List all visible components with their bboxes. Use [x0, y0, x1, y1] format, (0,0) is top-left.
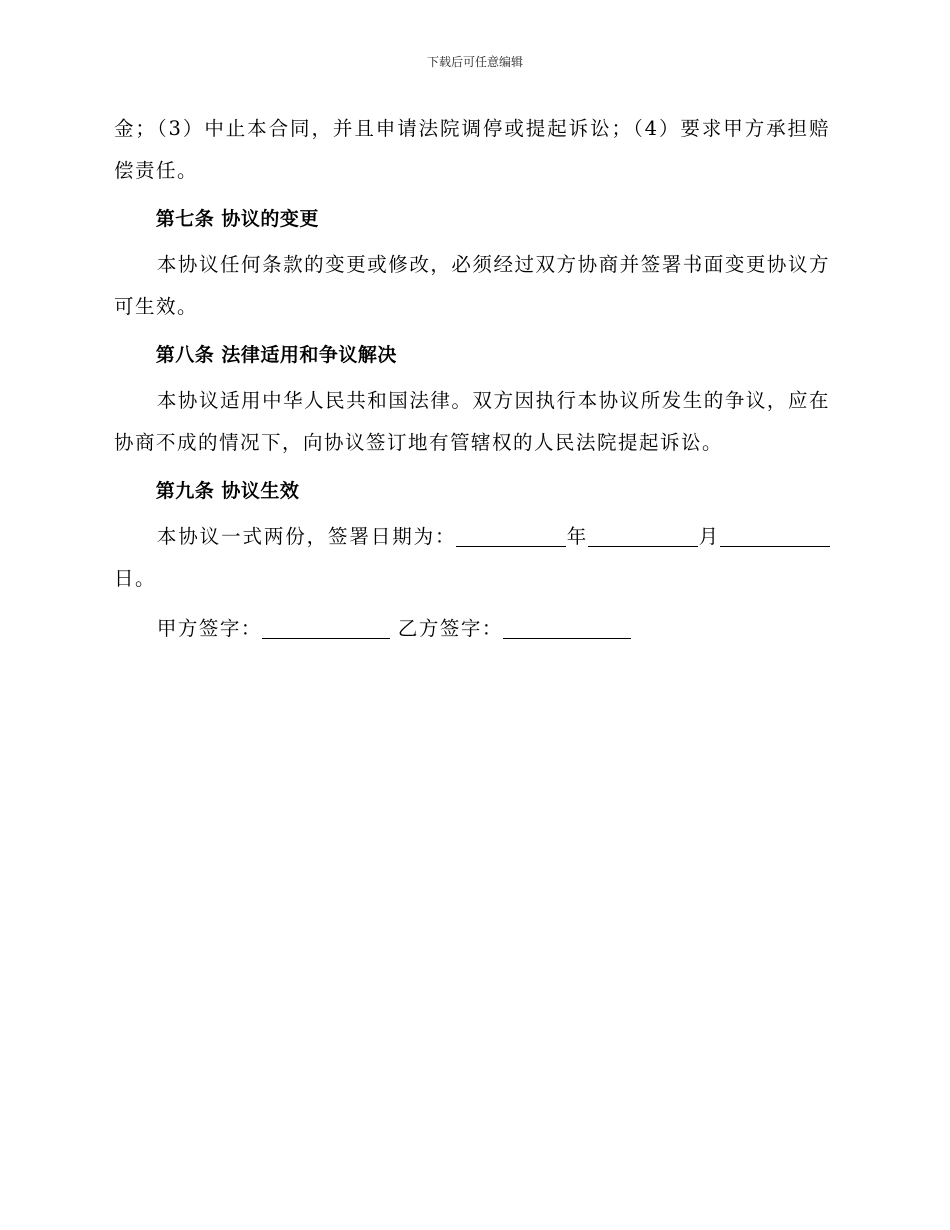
party-b-label: 乙方签字：: [397, 617, 503, 640]
month-label: 月: [698, 525, 720, 548]
article-8-heading: 第八条 法律适用和争议解决: [155, 344, 397, 366]
continued-paragraph: 金；（3）中止本合同，并且申请法院调停或提起诉讼；（4）要求甲方承担赔偿责任。: [114, 117, 830, 182]
article-9-text: [114, 516, 830, 600]
article-9-heading: 第九条 协议生效: [155, 480, 300, 502]
year-blank: [456, 524, 566, 547]
party-a-label: 甲方签字：: [156, 617, 262, 640]
signature-line: [114, 608, 830, 650]
page-header: 下载后可任意编辑: [426, 55, 523, 69]
article-7-heading: 第七条 协议的变更: [155, 208, 319, 230]
article-8-text: 本协议适用中华人民共和国法律。双方因执行本协议所发生的争议，应在协商不成的情况下，向协议签订地有管辖权的人民法院提起诉讼。: [114, 389, 830, 454]
party-b-signature-blank: [503, 616, 631, 639]
article-7-text: 本协议任何条款的变更或修改，必须经过双方协商并签署书面变更协议方可生效。: [114, 253, 830, 318]
party-a-signature-blank: [262, 616, 390, 639]
day-label: 日。: [114, 567, 157, 590]
year-label: 年: [566, 525, 589, 548]
signing-date-label: 本协议一式两份，签署日期为：: [156, 525, 457, 548]
day-blank: [720, 524, 830, 547]
document-body: [114, 108, 830, 650]
month-blank: [588, 524, 698, 547]
